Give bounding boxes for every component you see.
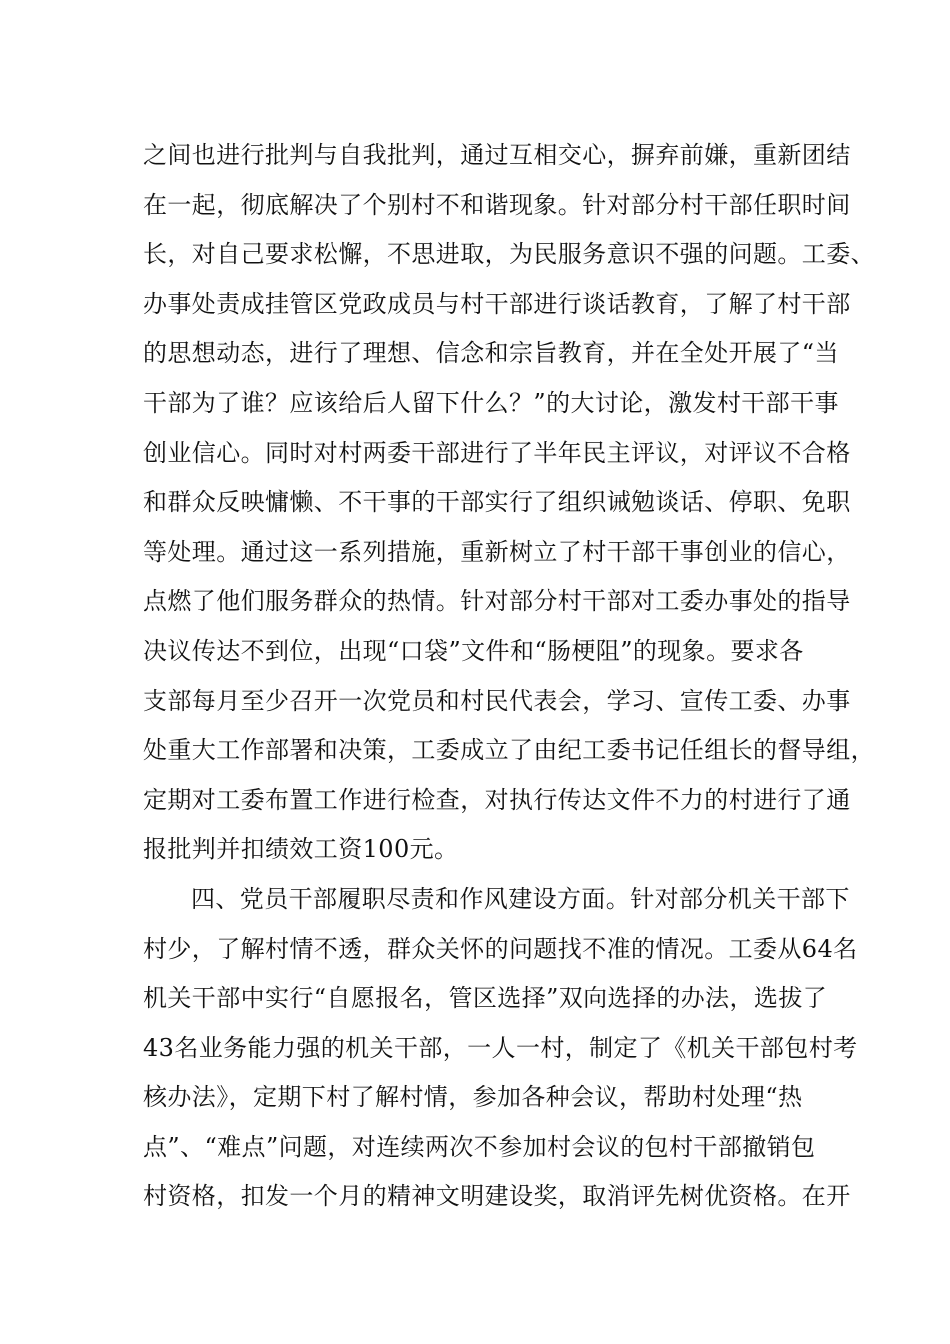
text-line: 点燃了他们服务群众的热情。针对部分村干部对工委办事处的指导 <box>143 587 851 616</box>
text-line: 机关干部中实行“自愿报名，管区选择”双向选择的办法，选拔了 <box>143 984 828 1013</box>
body-text <box>143 131 875 1222</box>
text-line: 的思想动态，进行了理想、信念和宗旨教育，并在全处开展了“当 <box>143 339 839 368</box>
text-line: 决议传达不到位，出现“口袋”文件和“肠梗阻”的现象。要求各 <box>143 636 804 665</box>
text-line: 办事处责成挂管区党政成员与村干部进行谈话教育，了解了村干部 <box>143 289 851 318</box>
text-line: 之间也进行批判与自我批判，通过互相交心，摒弃前嫌，重新团结 <box>143 141 851 169</box>
text-line: 核办法》，定期下村了解村情，参加各种会议，帮助村处理“热 <box>143 1083 803 1112</box>
text-line: 等处理。通过这一系列措施，重新树立了村干部干事创业的信心， <box>143 537 851 566</box>
text-line: 村资格，扣发一个月的精神文明建设奖，取消评先树优资格。在开 <box>143 1182 851 1211</box>
text-line: 报批判并扣绩效工资100元。 <box>143 835 459 864</box>
text-line: 支部每月至少召开一次党员和村民代表会，学习、宣传工委、办事 <box>143 686 851 715</box>
text-line: 创业信心。同时对村两委干部进行了半年民主评议，对评议不合格 <box>143 438 851 467</box>
text-line: 干部为了谁？应该给后人留下什么？”的大讨论，激发村干部干事 <box>143 388 839 417</box>
text-line: 处重大工作部署和决策，工委成立了由纪工委书记任组长的督导组， <box>143 736 875 765</box>
text-line: 村少，了解村情不透，群众关怀的问题找不准的情况。工委从64名 <box>143 934 858 963</box>
text-line: 长，对自己要求松懈，不思进取，为民服务意识不强的问题。工委、 <box>143 240 875 269</box>
text-line: 43名业务能力强的机关干部，一人一村，制定了《机关干部包村考 <box>143 1033 858 1062</box>
text-line: 点”、“难点”问题，对连续两次不参加村会议的包村干部撤销包 <box>143 1132 816 1161</box>
text-line: 和群众反映慵懒、不干事的干部实行了组织诫勉谈话、停职、免职 <box>143 488 851 517</box>
text-line: 定期对工委布置工作进行检查，对执行传达文件不力的村进行了通 <box>143 785 851 814</box>
text-line: 在一起，彻底解决了个别村不和谐现象。针对部分村干部任职时间 <box>143 190 851 219</box>
section-heading-line: 四、党员干部履职尽责和作风建设方面。针对部分机关干部下 <box>191 884 850 913</box>
